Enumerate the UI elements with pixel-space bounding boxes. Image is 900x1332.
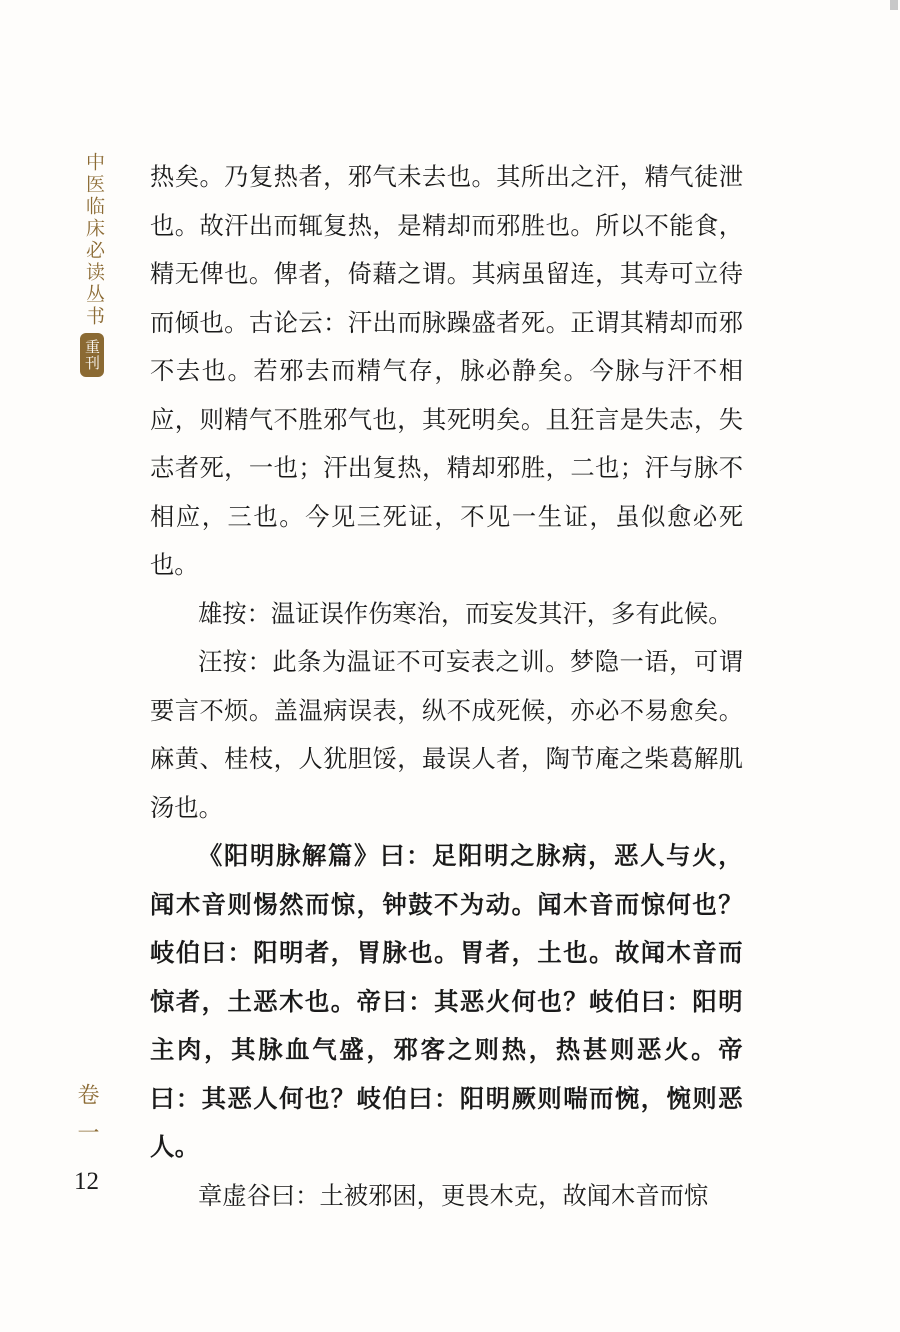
- paragraph-continuation: 热矣。乃复热者，邪气未去也。其所出之汗，精气徒泄也。故汗出而辄复热，是精却而邪胜也。所以不能食，精无俾也。俾者，倚藉之谓。其病虽留连，其寿可立待而倾也。古论云：汗出而脉躁盛者死。正谓其精却而邪不去也。若邪去而精气存，脉必静矣。今脉与汗不相应，则精气不胜邪气也，其死明矣。且狂言是失志，失志者死，一也；汗出复热，精却邪胜，二也；汗与脉不相应，三也。今见三死证，不见一生证，虽似愈必死也。: [150, 162, 743, 579]
- paragraph-classic-quote: 《阳明脉解篇》曰：足阳明之脉病，恶人与火，闻木音则惕然而惊，钟鼓不为动。闻木音而惊何也？岐伯曰：阳明者，胃脉也。胃者，土也。故闻木音而惊者，土恶木也。帝曰：其恶火何也？岐伯曰：阳明主肉，其脉血气盛，邪客之则热，热甚则恶火。帝曰：其恶人何也？岐伯曰：阳明厥则喘而惋，惋则恶人。: [150, 841, 743, 1161]
- paragraph-xiong-note: 雄按：温证误作伤寒治，而妄发其汗，多有此候。: [198, 598, 733, 628]
- paragraph-wang-note: 汪按：此条为温证不可妄表之训。梦隐一语，可谓要言不烦。盖温病误表，纵不成死候，亦必不易愈矣。麻黄、桂枝，人犹胆馁，最误人者，陶节庵之柴葛解肌汤也。: [150, 647, 743, 822]
- corner-mark: [890, 0, 898, 10]
- series-title: 中医临床必读丛书: [83, 152, 105, 328]
- body-text: [150, 153, 743, 1220]
- page-number: 12: [74, 1168, 99, 1195]
- paragraph-zhang-note: 章虚谷曰：土被邪困，更畏木克，故闻木音而惊: [198, 1180, 709, 1210]
- volume-label: 卷一: [74, 1083, 99, 1159]
- seal-logo: 重刊: [80, 333, 104, 377]
